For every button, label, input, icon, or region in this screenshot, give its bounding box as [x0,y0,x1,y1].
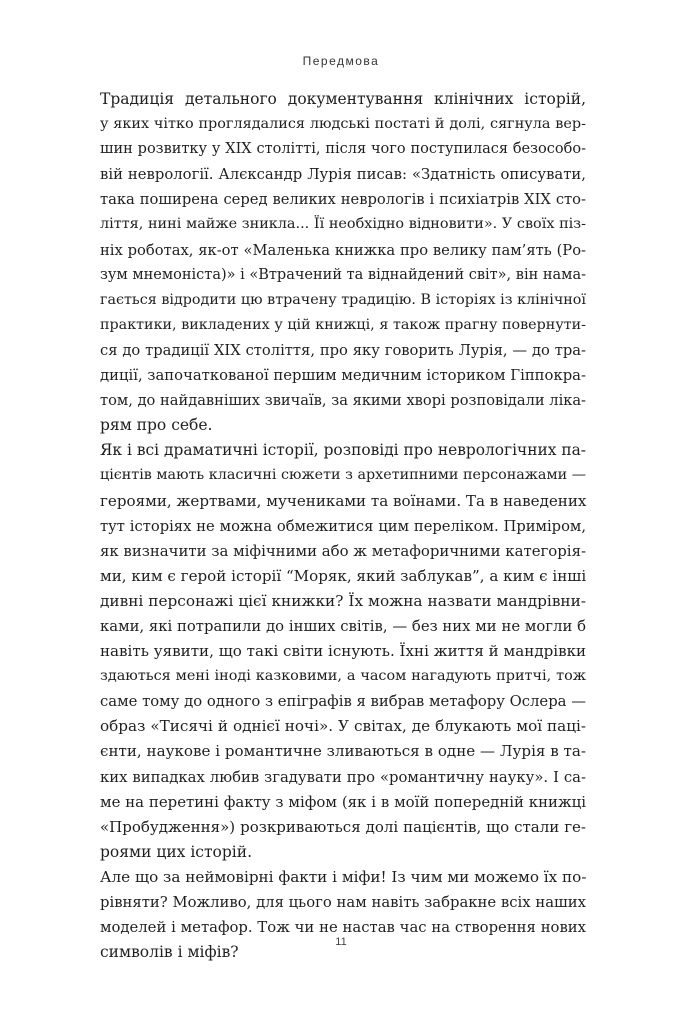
text-line: Але що за неймовірні факти і міфи! Із чим ми можемо їх по- [100,867,587,886]
text-line: героями, жертвами, мучениками та воїнами. Та в наведених [100,491,587,510]
text-line: роями цих історій. [100,842,252,861]
text-line: образ «Тисячі й однієї ночі». У світах, де блукають мої паці- [100,717,586,736]
text-line: ких випадках любив згадувати про «романтичну науку». І са- [100,768,586,786]
text-line: «Пробудження») розкриваються долі пацієнтів, що стали ге- [100,817,586,836]
text-line: єнти, наукове і романтичне зливаються в одне — Лурія в та- [100,742,586,761]
text-line: як визначити за міфічними або ж метафоричними категорія- [100,541,586,560]
text-line: зум мнемоніста)» і «Втрачений та віднайдений світ», він нама- [100,266,586,283]
text-line: гається відродити цю втрачену традицію. В історіях із клінічної [100,291,586,308]
paragraph [100,438,586,865]
text-line: Як і всі драматичні історії, розповіді про неврологічних па- [100,441,586,460]
text-line: цієнтів мають класичні сюжети з архетипними персонажами — [100,467,586,484]
body-text [100,87,586,965]
text-line: том, до найдавніших звичаїв, за якими хворі розповідали ліка- [100,392,586,410]
page-number: 11 [335,936,347,948]
text-line: вій неврології. Алєксандр Лурія писав: «Здатність описувати, [100,166,586,184]
text-line: Традиція детального документування клінічних історій, [100,90,586,108]
text-line: символів і міфів? [100,943,239,962]
text-line: тут історіях не можна обмежитися цим переліком. Приміром, [100,517,586,535]
text-line: саме тому до одного з епіграфів я вибрав метафору Ослера — [100,693,586,711]
paragraph [100,87,586,438]
text-line: шин розвитку у XIX столітті, після чого поступилася безособо- [100,141,586,158]
running-head: Передмова [302,54,380,68]
paragraph [100,865,586,965]
text-line: рівняти? Можливо, для цього нам навіть забракне всіх наших [100,894,586,911]
text-line: така поширена серед великих неврологів і психіатрів XIX сто- [100,191,586,209]
text-line: здаються мені іноді казковими, а часом нагадують притчі, тож [100,668,586,685]
text-line: ніх роботах, як-от «Маленька книжка про велику пам’ять (Ро- [100,241,586,259]
text-line: дивні персонажі цієї книжки? Їх можна назвати мандрівни- [100,591,586,610]
text-line: диції, започаткованої першим медичним істориком Гіппокра- [100,367,586,385]
text-line: ме на перетині факту з міфом (як і в моїй попередній книжці [100,792,586,811]
text-line: ліття, нині майже зникла... Її необхідно відновити». У своїх піз- [100,216,586,233]
text-line: ками, які потрапили до інших світів, — без них ми не могли б [100,617,586,635]
text-line: рям про себе. [100,416,213,435]
text-line: ся до традиції XIX століття, про яку говорить Лурія, — до тра- [100,341,586,359]
text-line: моделей і метафор. Тож чи не настав час на створення нових [100,919,586,937]
text-line: ми, ким є герой історії “Моряк, який заблукав”, а ким є інші [100,566,587,585]
text-line: навіть уявити, що такі світи існують. Їхні життя й мандрівки [100,642,587,661]
text-line: практики, викладених у цій книжці, я також прагну повернути- [100,316,586,333]
text-line: у яких чітко проглядалися людські постаті й долі, сягнула вер- [100,116,586,133]
